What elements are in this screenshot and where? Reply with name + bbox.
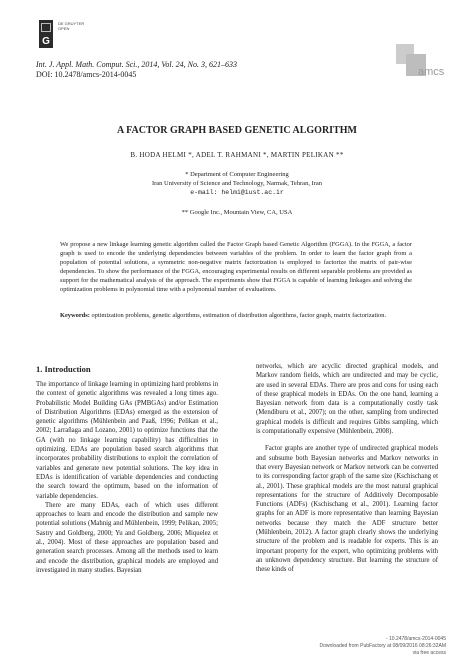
- footer-access: via free access: [412, 650, 446, 656]
- doi-line: DOI: 10.2478/amcs-2014-0045: [36, 70, 137, 79]
- keywords-label: Keywords:: [60, 312, 90, 319]
- journal-logo-text: amcs: [418, 66, 445, 78]
- keywords-text: optimization problems, genetic algorithms, estimation of distribution algorithms, factor graph, matrix factorization.: [91, 312, 387, 319]
- download-footer: [320, 636, 446, 657]
- paragraph: The importance of linkage learning in optimizing hard problems in the context of genetic algorithms was revealed a long times ago. Probabilistic Model Building GAs (PMBGAs) and/or Estimation of Distribution Algorithms (EDAs) emerged as the extension of genetic algorithms (Mühlenbein and Paaß, 1996; Pelikan et al., 2002; Larrañaga and Lozano, 2001) to optimize functions that the GA (with no linkage learning capability) has difficulties in optimizing. EDAs are population based search algorithms that incorporates probability distributions to exploit the correlation of variables and generate new potential solutions. The key idea in EDAs is identification of variable dependencies and conducting the search toward the optimum, based on the information of variable dependencies.: [36, 381, 218, 500]
- keywords: [60, 311, 412, 320]
- publisher-logo: [39, 20, 53, 48]
- journal-logo: [396, 44, 452, 84]
- left-column: [36, 380, 218, 575]
- author-list: B. HODA HELMI *, ADEL T. RAHMANI *, MARTIN PELIKAN **: [130, 151, 344, 159]
- footer-download: Downloaded from PubFactory at 08/09/2016 08:26:32AM: [319, 643, 446, 649]
- logo-letter: G: [42, 36, 50, 47]
- affiliation-university: Iran University of Science and Technology, Narmak, Tehran, Iran: [151, 180, 323, 187]
- paragraph: There are many EDAs, each of which uses different approaches to learn and encode the distribution and sample new potential solutions (Mahnig and Mühlenbein, 1999; Pelikan, 2005; Sastry and Goldberg, 2000; Yu and Goldberg, 2006; Miquelez et al., 2004). Most of these approaches are population based and generation search processes. Among all the methods used to learn and encode the distribution, graphical models are employed and investigated in many studies. Bayesian: [36, 501, 218, 574]
- paragraph: Factor graphs are another type of undirected graphical models and subsume both Bayesian networks and Markov networks in that every Bayesian network or Markov network can be converted to its corresponding factor graph of the same size (Kschischang et al., 2001). These graphical models are the most natural graphical representations for the structure of Additively Decomposable Functions (ADFs) (Kschischang et al., 2001). Learning factor graphs for an ADF is more representative than learning Bayesian networks because they match the ADF structure better (Mühlenbein, 2012). A factor graph clearly shows the underlying structure of the problem and is readable for experts. This is an important property for the expert, who optimizing problems with an unknown dependency structure. But learning the structure of these kinds of: [256, 445, 438, 574]
- publisher-name: [58, 21, 84, 31]
- abstract: We propose a new linkage learning genetic algorithm called the Factor Graph based Genetic Algorithm (FGGA). In the FGGA, a factor graph is used to encode the underlying dependencies between variables of the problem. In order to learn the factor graph from a population of potential solutions, a symmetric non-negative matrix factorization is employed to factorize the matrix of pair-wise dependencies. To show the performance of the FGGA, encouraging experimental results on different separable problems are provided as support for the mathematical analysis of the approach. The experiments show that FGGA is capable of learning linkages and solving the optimization problems in polynomial time with a polynomial number of evaluations.: [60, 241, 412, 293]
- publisher-name-sub: OPEN: [58, 26, 70, 31]
- affiliation-dept: * Department of Computer Engineering: [185, 171, 289, 178]
- affiliation-email: e-mail: helmi@iust.ac.ir: [190, 189, 284, 196]
- right-column: [256, 362, 438, 575]
- journal-citation: Int. J. Appl. Math. Comput. Sci., 2014, Vol. 24, No. 3, 621–633: [36, 60, 237, 69]
- paragraph: networks, which are acyclic directed graphical models, and Markov random fields, which are undirected and may be cyclic, are used in several EDAs. There are pros and cons for using each of these graphical models in EDAs. On the one hand, learning a Bayesian network from data is a computationally costly task (Mendiburu et al., 2007); on the other, sampling from undirected graphical models is difficult and requires Gibbs sampling, which is computationally expensive (Mühlenbein, 2008).: [256, 363, 438, 436]
- affiliation-2: ** Google Inc., Mountain View, CA, USA: [181, 209, 293, 216]
- publisher-name-main: DE GRUYTER: [58, 21, 85, 26]
- logo-square-icon: [41, 23, 51, 32]
- paper-title: A FACTOR GRAPH BASED GENETIC ALGORITHM: [117, 125, 357, 136]
- affiliation-1: [0, 170, 474, 197]
- footer-doi[interactable]: - 10.2478/amcs-2014-0045: [385, 636, 446, 642]
- section-heading: 1. Introduction: [36, 364, 91, 374]
